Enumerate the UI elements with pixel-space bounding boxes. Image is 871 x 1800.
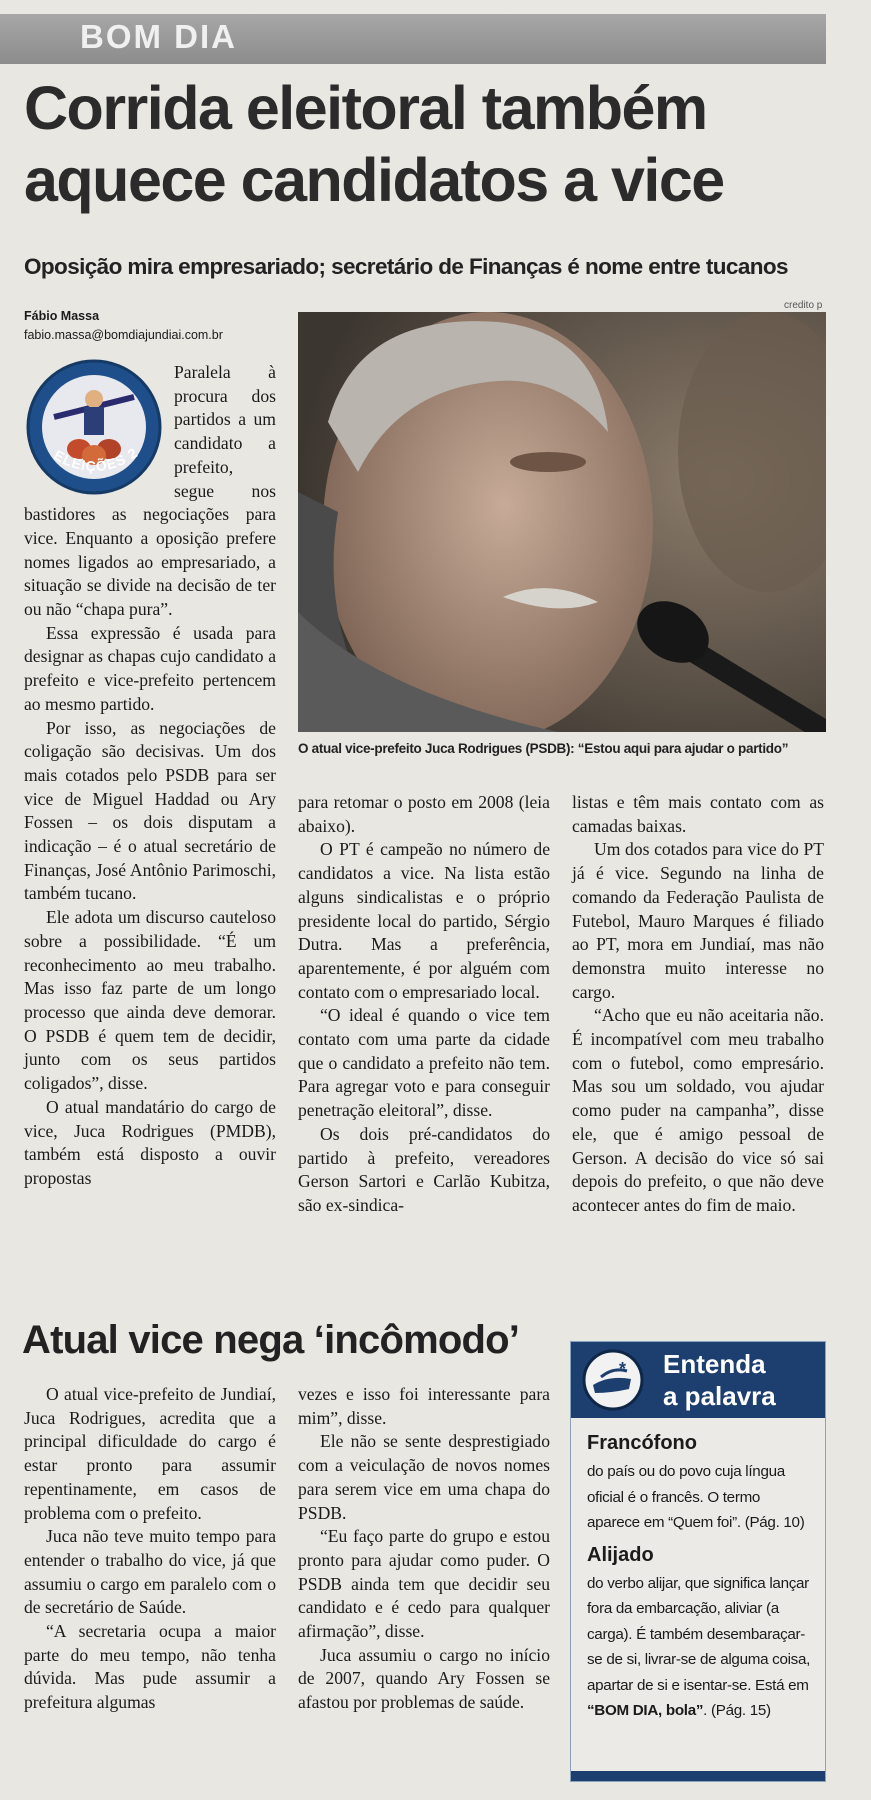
portrait-illustration — [298, 312, 826, 732]
svg-text:*: * — [619, 1359, 627, 1379]
secondary-headline: Atual vice nega ‘incômodo’ — [22, 1318, 520, 1362]
photo-caption: O atual vice-prefeito Juca Rodrigues (PSDB): “Estou aqui para ajudar o partido” — [298, 741, 789, 756]
article1-column-1 — [24, 361, 276, 1191]
glossary-term: Francófono — [587, 1432, 697, 1454]
paragraph: Juca não teve muito tempo para entender o trabalho do vice, já que assumiu o cargo em paralelo com o de secretário de Saúde. — [24, 1526, 276, 1618]
glossary-title: Entenda a palavra — [663, 1349, 776, 1411]
paragraph: O PT é campeão no número de candidatos a vice. Na lista estão alguns sindicalistas e o próprio presidente local do partido, Sérgio Dutra. Mas a preferência, aparentemente, é por alguém com contato com o empresariado local. — [298, 839, 550, 1002]
paragraph: listas e têm mais contato com as camadas baixas. — [572, 792, 824, 836]
section-label: BOM DIA — [80, 18, 237, 55]
glossary-definition: do país ou do povo cuja língua oficial é o francês. O termo aparece em “Quem foi”. (Pág. 10) — [587, 1463, 805, 1531]
subheadline: Oposição mira empresariado; secretário de Finanças é nome entre tucanos — [24, 254, 788, 279]
paragraph: Ele não se sente desprestigiado com a veiculação de novos nomes para serem vice em uma chapa do PSDB. — [298, 1431, 550, 1523]
paragraph: O atual vice-prefeito de Jundiaí, Juca Rodrigues, acredita que a principal dificuldade do cargo é estar pronto para assumir repentinamente, em casos de problema com o prefeito. — [24, 1384, 276, 1523]
headline: Corrida eleitoral também aquece candidatos a vice — [24, 74, 724, 214]
paragraph: Ele adota um discurso cauteloso sobre a possibilidade. “É um reconhecimento ao meu trabalho. Mas isso faz parte de um longo processo que ainda deve demorar. O PSDB é quem tem de decidir, junto com os seus partidos coligados”, disse. — [24, 907, 276, 1094]
paragraph: Por isso, as negociações de coligação são decisivas. Um dos mais cotados pelo PSDB para ser vice de Miguel Haddad ou Ary Fossen – os dois disputam a indicação – é o atual secretário de Finanças, José Antônio Parimoschi, também tucano. — [24, 717, 276, 904]
byline-email: fabio.massa@bomdiajundiai.com.br — [24, 328, 223, 342]
glossary-header — [571, 1342, 825, 1418]
paragraph: “A secretaria ocupa a maior parte do meu tempo, não tenha dúvida. Mas pude assumir a prefeitura algumas — [24, 1621, 276, 1713]
byline — [24, 307, 223, 345]
hand-book-icon — [579, 1349, 647, 1411]
photo-credit: credito p — [784, 300, 823, 311]
paragraph: O atual mandatário do cargo de vice, Juca Rodrigues (PMDB), também está disposto a ouvir propostas — [24, 1096, 276, 1188]
byline-author: Fábio Massa — [24, 309, 100, 323]
article1-column-3 — [572, 791, 824, 1218]
article-photo — [298, 312, 826, 732]
glossary-body — [571, 1418, 825, 1724]
glossary-definition: do verbo alijar, que significa lançar fora da embarcação, aliviar (a carga). É também desembaraçar-se de si, livrar-se de alguma coisa, apartar de si e isentar-se. Está em “BOM DIA, bola”. (Pág. 15) — [587, 1574, 811, 1719]
paragraph: “O ideal é quando o vice tem contato com uma parte da cidade que o candidato a prefeito não tem. Para agregar voto e para conseguir penetração eleitoral”, disse. — [298, 1005, 550, 1121]
article2-column-2 — [298, 1383, 550, 1715]
glossary-footer-bar — [571, 1771, 825, 1781]
paragraph: “Eu faço parte do grupo e estou pronto para ajudar como puder. O PSDB ainda tem que decidir seu candidato e é cedo para qualquer afirmação”, disse. — [298, 1526, 550, 1642]
seal-text: ELEIÇÕES 2 — [51, 444, 141, 475]
paragraph: Paralela à procura dos partidos a um candidato a prefeito, segue nos bastidores as negociações para vice. Enquanto a oposição prefere nomes ligados ao empresariado, a situação se divide na decisão de ter ou não “chapa pura”. — [24, 362, 276, 620]
glossary-box — [570, 1341, 826, 1782]
glossary-term: Alijado — [587, 1543, 654, 1566]
paragraph: Juca assumiu o cargo no início de 2007, quando Ary Fossen se afastou por problemas de saúde. — [298, 1644, 550, 1713]
paragraph: Os dois pré-candidatos do partido à prefeito, vereadores Gerson Sartori e Carlão Kubitza, são ex-sindica- — [298, 1123, 550, 1215]
paragraph: Essa expressão é usada para designar as chapas cujo candidato a prefeito e vice-prefeito pertencem ao mesmo partido. — [24, 622, 276, 714]
paragraph: vezes e isso foi interessante para mim”, disse. — [298, 1384, 550, 1428]
article1-column-2 — [298, 791, 550, 1218]
paragraph: para retomar o posto em 2008 (leia abaixo). — [298, 792, 550, 836]
paragraph: “Acho que eu não aceitaria não. É incompatível com meu trabalho com o futebol, como empresário. Mas sou um soldado, vou ajudar como puder na campanha”, disse ele, que é amigo pessoal de Gerson. A decisão do vice só sai depois do prefeito, o que não deve acontecer antes do fim de maio. — [572, 1005, 824, 1215]
article2-column-1 — [24, 1383, 276, 1715]
paragraph: Um dos cotados para vice do PT já é vice. Segundo na linha de comando da Federação Paulista de Futebol, Mauro Marques é filiado ao PT, mora em Jundiaí, mas não demonstra muito interesse no cargo. — [572, 839, 824, 1002]
